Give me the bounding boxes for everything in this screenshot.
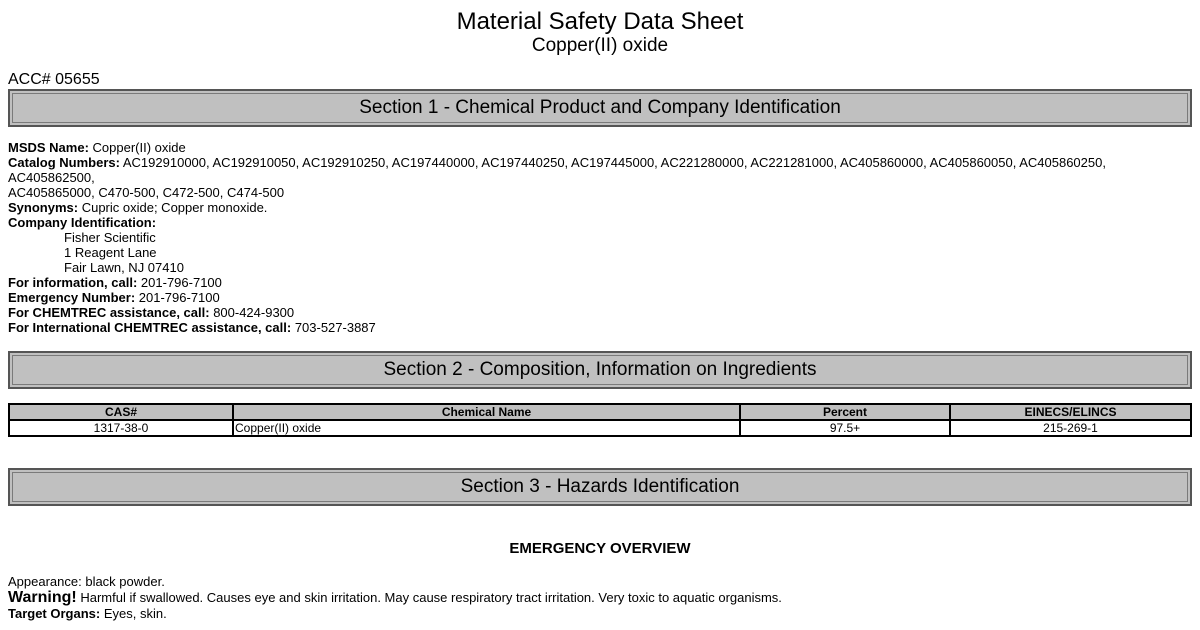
msds-name-line <box>8 140 1192 155</box>
section-1-title: Section 1 - Chemical Product and Company Identification <box>12 93 1188 123</box>
col-cas: CAS# <box>9 404 233 420</box>
intl-chemtrec-line <box>8 320 1192 335</box>
section-3-title: Section 3 - Hazards Identification <box>12 472 1188 502</box>
warning-line <box>8 590 1192 606</box>
company-label-text: Company Identification: <box>8 215 157 230</box>
table-row <box>9 420 1191 436</box>
section-2-header <box>8 351 1192 389</box>
chemtrec-value: 800-424-9300 <box>213 305 295 320</box>
composition-table <box>8 403 1192 437</box>
synonyms-line <box>8 200 1192 215</box>
info-call-value: 201-796-7100 <box>140 275 222 290</box>
msds-name-value: Copper(II) oxide <box>92 140 186 155</box>
catalog-numbers-line <box>8 155 1192 185</box>
col-einecs: EINECS/ELINCS <box>950 404 1191 420</box>
catalog-numbers-value-1: AC192910000, AC192910050, AC192910250, AC197440000, AC197440250, AC197445000, AC221280000, AC221281000, AC405860000, AC405860050, AC405860250, AC405862500, <box>8 155 1106 185</box>
intl-chemtrec-value: 703-527-3887 <box>294 320 376 335</box>
emergency-number-value: 201-796-7100 <box>138 290 220 305</box>
chemtrec-line <box>8 305 1192 320</box>
catalog-numbers-value-2: AC405865000, C470-500, C472-500, C474-500 <box>8 185 285 200</box>
cell-einecs: 215-269-1 <box>950 420 1191 436</box>
acc-number: ACC# 05655 <box>8 71 100 88</box>
intl-chemtrec-label: For International CHEMTREC assistance, call: <box>8 320 292 335</box>
section-3-header <box>8 468 1192 506</box>
catalog-numbers-label: Catalog Numbers: <box>8 155 120 170</box>
warning-text: Harmful if swallowed. Causes eye and skin irritation. May cause respiratory tract irritation. Very toxic to aquatic organisms. <box>80 590 782 605</box>
msds-page <box>8 0 1192 622</box>
section-1-header <box>8 89 1192 127</box>
company-name: Fisher Scientific <box>64 230 156 245</box>
document-subtitle: Copper(II) oxide <box>531 35 669 56</box>
synonyms-label: Synonyms: <box>8 200 79 215</box>
col-percent: Percent <box>740 404 950 420</box>
info-call-line <box>8 275 1192 290</box>
cell-cas: 1317-38-0 <box>9 420 233 436</box>
cell-chemical-name: Copper(II) oxide <box>233 420 740 436</box>
appearance-line: Appearance: black powder. <box>8 574 165 589</box>
section-3-body <box>8 574 1192 622</box>
emergency-number-label: Emergency Number: <box>8 290 136 305</box>
target-organs-label: Target Organs: <box>8 606 101 621</box>
company-identification-label <box>8 215 1192 230</box>
section-1-body <box>8 140 1192 335</box>
emergency-number-line <box>8 290 1192 305</box>
company-city: Fair Lawn, NJ 07410 <box>64 260 184 275</box>
table-header-row <box>9 404 1191 420</box>
chemtrec-label: For CHEMTREC assistance, call: <box>8 305 210 320</box>
document-title: Material Safety Data Sheet <box>456 8 744 35</box>
info-call-label: For information, call: <box>8 275 138 290</box>
company-street: 1 Reagent Lane <box>64 245 157 260</box>
warning-word: Warning! <box>8 589 77 606</box>
cell-percent: 97.5+ <box>740 420 950 436</box>
target-organs-value: Eyes, skin. <box>103 606 167 621</box>
target-organs-line <box>8 606 1192 622</box>
emergency-overview-title: EMERGENCY OVERVIEW <box>509 540 691 557</box>
section-2-title: Section 2 - Composition, Information on Ingredients <box>12 355 1188 385</box>
col-chemical-name: Chemical Name <box>233 404 740 420</box>
msds-name-label: MSDS Name: <box>8 140 89 155</box>
synonyms-value: Cupric oxide; Copper monoxide. <box>81 200 268 215</box>
